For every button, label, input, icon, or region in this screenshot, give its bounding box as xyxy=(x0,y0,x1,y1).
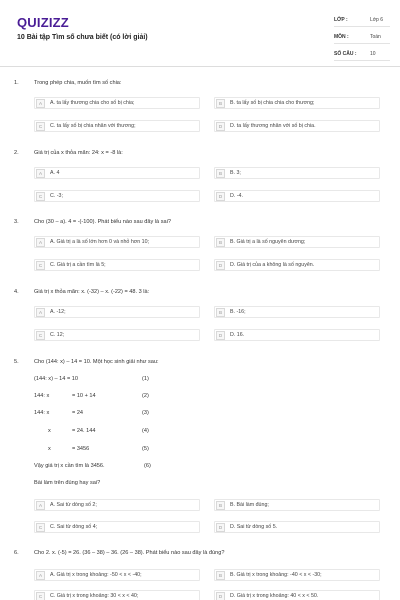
option-text: D. 16. xyxy=(230,332,245,338)
option-b[interactable] xyxy=(214,306,380,318)
option-c[interactable] xyxy=(34,521,200,533)
meta-row-count xyxy=(334,48,390,61)
quizizz-logo: QUIZIZZ xyxy=(17,15,69,30)
option-letter: C xyxy=(36,331,45,340)
question-text: Cho 2. x. (-5) = 26. (36 – 38) – 36. (26 – 38). Phát biểu nào sau đây là đúng? xyxy=(34,550,225,556)
option-text: D. Giá trị x trong khoảng: 40 < x < 50. xyxy=(230,593,319,599)
option-a[interactable] xyxy=(34,236,200,248)
option-letter: D xyxy=(216,592,225,600)
option-text: A. Giá trị x trong khoảng: -50 < x < -40; xyxy=(50,572,142,578)
option-letter: C xyxy=(36,122,45,131)
option-letter: A xyxy=(36,501,45,510)
option-text: C. Sai từ dòng số 4; xyxy=(50,524,98,530)
option-text: D. ta lấy thương nhân với số bị chia. xyxy=(230,123,316,129)
work-conclusion-num: (6) xyxy=(144,463,151,469)
option-letter: B xyxy=(216,501,225,510)
option-a[interactable] xyxy=(34,97,200,109)
option-letter: D xyxy=(216,331,225,340)
meta-row-subject xyxy=(334,31,390,44)
option-letter: C xyxy=(36,192,45,201)
option-b[interactable] xyxy=(214,167,380,179)
question-text: Giá trị của x thỏa mãn: 24: x = -8 là: xyxy=(34,150,123,156)
worksheet-header xyxy=(0,0,400,68)
header-divider xyxy=(0,66,400,67)
option-letter: C xyxy=(36,523,45,532)
option-text: B. -16; xyxy=(230,309,246,315)
option-b[interactable] xyxy=(214,499,380,511)
option-text: D. Giá trị của a không là số nguyên. xyxy=(230,262,315,268)
option-text: A. -12; xyxy=(50,309,66,315)
option-text: D. Sai từ dòng số 5. xyxy=(230,524,278,530)
option-text: B. ta lấy số bị chia chia cho thương; xyxy=(230,100,315,106)
question-text: Cho (30 – a). 4 = -(-100). Phát biểu nào sau đây là sai? xyxy=(34,219,171,225)
option-text: C. -3; xyxy=(50,193,63,199)
option-letter: A xyxy=(36,169,45,178)
option-c[interactable] xyxy=(34,329,200,341)
option-b[interactable] xyxy=(214,236,380,248)
option-text: A. ta lấy thương chia cho số bị chia; xyxy=(50,100,135,106)
option-d[interactable] xyxy=(214,521,380,533)
option-text: B. Bài làm đúng; xyxy=(230,502,269,508)
question-text: Cho (144: x) – 14 = 10. Một học sinh giải như sau: xyxy=(34,359,159,365)
option-a[interactable] xyxy=(34,306,200,318)
option-c[interactable] xyxy=(34,120,200,132)
meta-key: SỐ CÂU : xyxy=(334,51,357,57)
work-line-5-rhs: = 3456 xyxy=(72,446,90,452)
option-letter: A xyxy=(36,238,45,247)
option-a[interactable] xyxy=(34,499,200,511)
option-text: A. Giá trị a là số lớn hơn 0 và nhỏ hơn 10; xyxy=(50,239,150,245)
option-c[interactable] xyxy=(34,259,200,271)
meta-value: Lớp 6 xyxy=(370,17,384,23)
question-number: 6. xyxy=(14,550,19,556)
option-letter: A xyxy=(36,571,45,580)
option-d[interactable] xyxy=(214,259,380,271)
question-number: 4. xyxy=(14,289,19,295)
option-text: D. -4. xyxy=(230,193,243,199)
option-c[interactable] xyxy=(34,190,200,202)
option-text: B. 3; xyxy=(230,170,241,176)
option-letter: D xyxy=(216,523,225,532)
work-line-2-lhs: 144: x xyxy=(34,393,50,399)
work-line-4-lhs: x xyxy=(48,428,51,434)
work-line-1-num: (1) xyxy=(142,376,149,382)
option-text: C. Giá trị a cần tìm là 5; xyxy=(50,262,106,268)
option-text: C. ta lấy số bị chia nhân với thương; xyxy=(50,123,136,129)
work-line-2-num: (2) xyxy=(142,393,149,399)
meta-row-class xyxy=(334,14,390,27)
worksheet-title: 10 Bài tập Tìm số chưa biết (có lời giải) xyxy=(17,34,148,41)
work-line-3-lhs: 144: x xyxy=(34,410,50,416)
work-line-5-num: (5) xyxy=(142,446,149,452)
option-letter: D xyxy=(216,192,225,201)
option-letter: B xyxy=(216,238,225,247)
option-letter: B xyxy=(216,571,225,580)
option-d[interactable] xyxy=(214,590,380,600)
option-letter: C xyxy=(36,592,45,600)
option-d[interactable] xyxy=(214,329,380,341)
question-prompt: Bài làm trên đúng hay sai? xyxy=(34,480,101,486)
option-letter: D xyxy=(216,261,225,270)
work-line-2-rhs: = 10 + 14 xyxy=(72,393,96,399)
question-number: 3. xyxy=(14,219,19,225)
work-line-4-rhs: = 24. 144 xyxy=(72,428,96,434)
option-letter: C xyxy=(36,261,45,270)
option-b[interactable] xyxy=(214,569,380,581)
option-letter: A xyxy=(36,308,45,317)
question-number: 1. xyxy=(14,80,19,86)
worksheet-meta xyxy=(334,14,390,65)
work-line-3-rhs: = 24 xyxy=(72,410,84,416)
option-b[interactable] xyxy=(214,97,380,109)
question-number: 2. xyxy=(14,150,19,156)
option-d[interactable] xyxy=(214,190,380,202)
option-text: B. Giá trị x trong khoảng: -40 < x < -30; xyxy=(230,572,322,578)
option-a[interactable] xyxy=(34,569,200,581)
work-line-4-num: (4) xyxy=(142,428,149,434)
option-letter: D xyxy=(216,122,225,131)
meta-key: MÔN : xyxy=(334,34,349,40)
option-letter: A xyxy=(36,99,45,108)
work-conclusion: Vậy giá trị x cần tìm là 3456. xyxy=(34,463,105,469)
meta-value: 10 xyxy=(370,51,376,57)
option-letter: B xyxy=(216,308,225,317)
meta-key: LỚP : xyxy=(334,17,348,23)
option-text: C. 12; xyxy=(50,332,65,338)
option-d[interactable] xyxy=(214,120,380,132)
meta-value: Toán xyxy=(370,34,381,40)
question-number: 5. xyxy=(14,359,19,365)
option-a[interactable] xyxy=(34,167,200,179)
work-line-5-lhs: x xyxy=(48,446,51,452)
question-text: Giá trị x thỏa mãn: x. (-32) – x. (-22) = 48. 3 là: xyxy=(34,289,150,295)
option-text: A. Sai từ dòng số 2; xyxy=(50,502,97,508)
option-text: C. Giá trị x trong khoảng: 30 < x < 40; xyxy=(50,593,139,599)
option-c[interactable] xyxy=(34,590,200,600)
option-letter: B xyxy=(216,99,225,108)
work-line-3-num: (3) xyxy=(142,410,149,416)
question-text: Trong phép chia, muốn tìm số chia: xyxy=(34,80,122,86)
option-text: A. 4 xyxy=(50,170,60,176)
option-letter: B xyxy=(216,169,225,178)
option-text: B. Giá trị a là số nguyên dương; xyxy=(230,239,306,245)
work-line-1-expr: (144: x) – 14 = 10 xyxy=(34,376,79,382)
